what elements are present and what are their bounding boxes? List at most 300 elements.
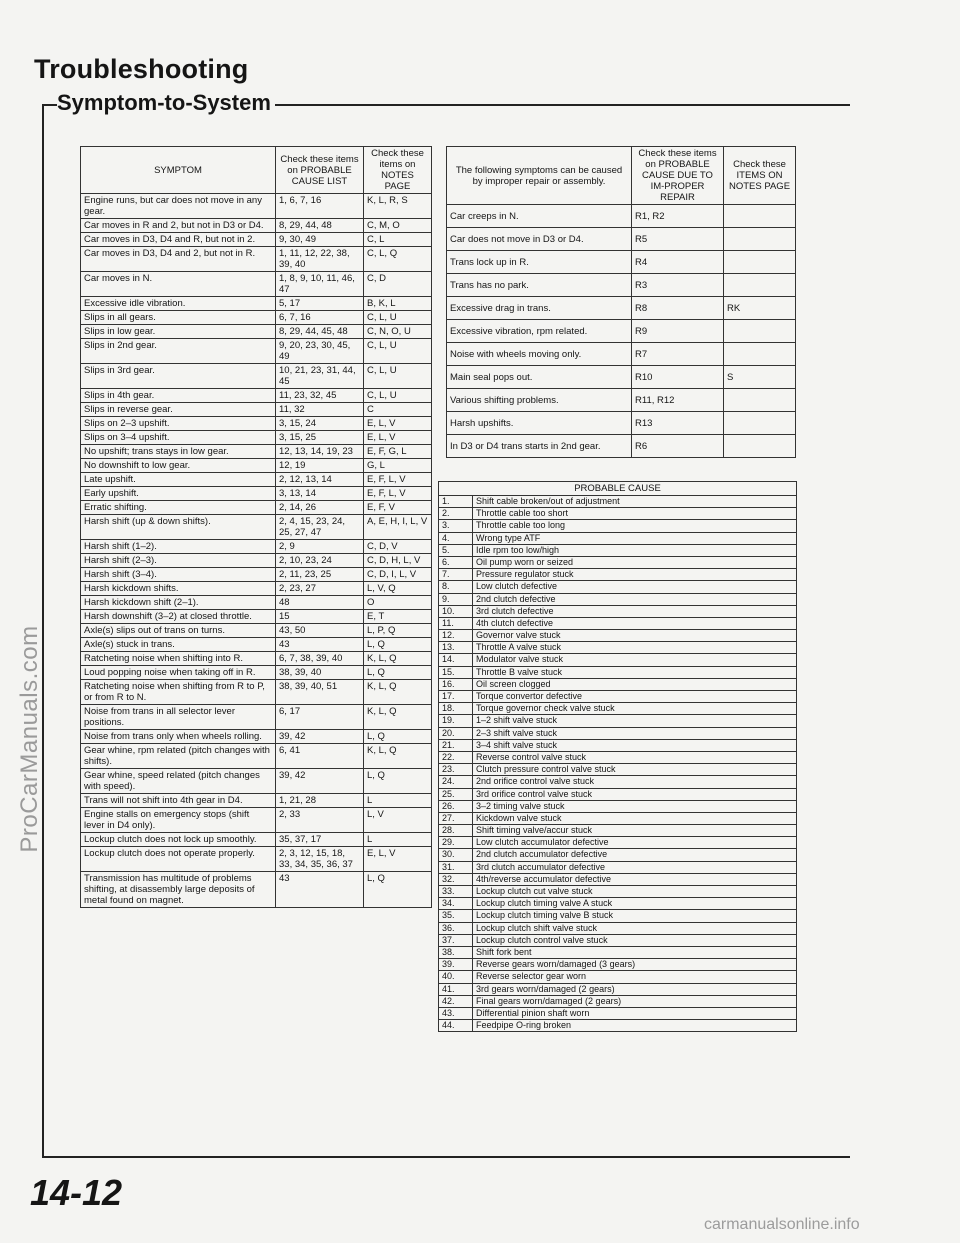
probable-cause-header: PROBABLE CAUSE	[439, 482, 797, 496]
table-row	[81, 389, 432, 403]
cause-list-cell: 3, 15, 24	[276, 417, 364, 431]
cause-list-cell: 2, 12, 13, 14	[276, 473, 364, 487]
cause-description: 3–4 shift valve stuck	[473, 739, 797, 751]
list-item	[439, 886, 797, 898]
cause-number: 32.	[439, 873, 473, 885]
list-item	[439, 910, 797, 922]
cause-number: 8.	[439, 581, 473, 593]
cause-number: 30.	[439, 849, 473, 861]
cause-number: 14.	[439, 654, 473, 666]
cause-list-cell: 2, 11, 23, 25	[276, 568, 364, 582]
repair-cause-cell: R5	[632, 228, 724, 251]
notes-cell: E, F, V	[364, 501, 432, 515]
cause-number: 44.	[439, 1020, 473, 1032]
notes-cell: O	[364, 596, 432, 610]
cause-list-cell: 2, 33	[276, 808, 364, 833]
notes-cell: L, Q	[364, 872, 432, 908]
cause-list-cell: 15	[276, 610, 364, 624]
cause-number: 27.	[439, 812, 473, 824]
list-item	[439, 739, 797, 751]
cause-description: Low clutch accumulator defective	[473, 837, 797, 849]
cause-number: 11.	[439, 617, 473, 629]
cause-description: Shift cable broken/out of adjustment	[473, 496, 797, 508]
symptom-cell: Harsh shift (3–4).	[81, 568, 276, 582]
table-row	[81, 339, 432, 364]
cause-description: Throttle B valve stuck	[473, 666, 797, 678]
symptom-cell: Gear whine, speed related (pitch changes with speed).	[81, 769, 276, 794]
notes-cell: C	[364, 403, 432, 417]
cause-list-cell: 2, 23, 27	[276, 582, 364, 596]
symptom-cell: Lockup clutch does not lock up smoothly.	[81, 833, 276, 847]
notes-cell: L, Q	[364, 769, 432, 794]
repair-cause-cell: R7	[632, 343, 724, 366]
repair-cause-cell: R3	[632, 274, 724, 297]
cause-number: 39.	[439, 959, 473, 971]
cause-description: 3rd orifice control valve stuck	[473, 788, 797, 800]
table-row	[81, 808, 432, 833]
table-row	[81, 403, 432, 417]
cause-number: 4.	[439, 532, 473, 544]
list-item	[439, 1007, 797, 1019]
notes-cell	[724, 435, 796, 458]
symptom-cell: Trans lock up in R.	[447, 251, 632, 274]
cause-description: Kickdown valve stuck	[473, 812, 797, 824]
cause-list-cell: 6, 17	[276, 705, 364, 730]
cause-description: Reverse control valve stuck	[473, 751, 797, 763]
notes-cell: E, L, V	[364, 847, 432, 872]
table-row	[81, 833, 432, 847]
notes-cell: C, L	[364, 233, 432, 247]
table-row	[81, 487, 432, 501]
cause-number: 42.	[439, 995, 473, 1007]
footer-watermark: carmanualsonline.info	[704, 1216, 860, 1233]
cause-description: 3rd clutch defective	[473, 605, 797, 617]
notes-cell: C, N, O, U	[364, 325, 432, 339]
symptom-cell: Slips in low gear.	[81, 325, 276, 339]
notes-cell: C, L, Q	[364, 247, 432, 272]
repair-cause-cell: R13	[632, 412, 724, 435]
table-row	[81, 872, 432, 908]
cause-list-cell: 2, 14, 26	[276, 501, 364, 515]
cause-description: 3–2 timing valve stuck	[473, 800, 797, 812]
table-row	[81, 610, 432, 624]
cause-number: 2.	[439, 508, 473, 520]
table-row	[81, 582, 432, 596]
cause-list-cell: 2, 10, 23, 24	[276, 554, 364, 568]
cause-description: Feedpipe O-ring broken	[473, 1020, 797, 1032]
symptom-cell: Gear whine, rpm related (pitch changes with shifts).	[81, 744, 276, 769]
table-row	[447, 320, 796, 343]
symptom-cell: Late upshift.	[81, 473, 276, 487]
table-row	[81, 769, 432, 794]
notes-cell	[724, 205, 796, 228]
list-item	[439, 849, 797, 861]
section-subtitle: Symptom-to-System	[57, 90, 275, 116]
cause-number: 24.	[439, 776, 473, 788]
notes-cell	[724, 228, 796, 251]
column-header: The following symptoms can be caused by improper repair or assembly.	[447, 147, 632, 205]
cause-list-cell: 2, 9	[276, 540, 364, 554]
list-item	[439, 727, 797, 739]
cause-number: 21.	[439, 739, 473, 751]
cause-number: 13.	[439, 642, 473, 654]
table-row	[447, 251, 796, 274]
list-item	[439, 532, 797, 544]
notes-cell: E, L, V	[364, 431, 432, 445]
cause-number: 22.	[439, 751, 473, 763]
cause-description: 2nd orifice control valve stuck	[473, 776, 797, 788]
cause-list-cell: 12, 19	[276, 459, 364, 473]
symptom-cell: Axle(s) stuck in trans.	[81, 638, 276, 652]
cause-description: 2nd clutch accumulator defective	[473, 849, 797, 861]
notes-cell: L, Q	[364, 666, 432, 680]
cause-description: 2nd clutch defective	[473, 593, 797, 605]
notes-cell: E, F, L, V	[364, 473, 432, 487]
cause-description: Final gears worn/damaged (2 gears)	[473, 995, 797, 1007]
symptom-cell: Engine stalls on emergency stops (shift lever in D4 only).	[81, 808, 276, 833]
symptom-cell: Car does not move in D3 or D4.	[447, 228, 632, 251]
list-item	[439, 508, 797, 520]
symptom-cell: Slips in 4th gear.	[81, 389, 276, 403]
notes-cell: C, D, V	[364, 540, 432, 554]
notes-cell: L, P, Q	[364, 624, 432, 638]
cause-number: 31.	[439, 861, 473, 873]
symptom-cell: Early upshift.	[81, 487, 276, 501]
cause-list-cell: 38, 39, 40, 51	[276, 680, 364, 705]
cause-number: 15.	[439, 666, 473, 678]
list-item	[439, 1020, 797, 1032]
list-item	[439, 861, 797, 873]
list-item	[439, 581, 797, 593]
list-item	[439, 666, 797, 678]
cause-number: 10.	[439, 605, 473, 617]
symptom-cell: Harsh kickdown shifts.	[81, 582, 276, 596]
cause-description: Throttle cable too long	[473, 520, 797, 532]
symptom-cell: Slips in all gears.	[81, 311, 276, 325]
notes-cell: E, L, V	[364, 417, 432, 431]
notes-cell	[724, 389, 796, 412]
symptom-cell: Trans has no park.	[447, 274, 632, 297]
cause-description: Clutch pressure control valve stuck	[473, 764, 797, 776]
table-row	[81, 744, 432, 769]
cause-number: 37.	[439, 934, 473, 946]
notes-cell: C, L, U	[364, 311, 432, 325]
cause-list-cell: 39, 42	[276, 730, 364, 744]
symptom-cell: Slips in 2nd gear.	[81, 339, 276, 364]
cause-list-cell: 1, 8, 9, 10, 11, 46, 47	[276, 272, 364, 297]
cause-description: Shift timing valve/accur stuck	[473, 825, 797, 837]
notes-cell: L	[364, 794, 432, 808]
cause-list-cell: 3, 15, 25	[276, 431, 364, 445]
cause-description: Lockup clutch shift valve stuck	[473, 922, 797, 934]
symptom-cell: Harsh upshifts.	[447, 412, 632, 435]
table-row	[81, 219, 432, 233]
notes-cell: C, L, U	[364, 339, 432, 364]
list-item	[439, 812, 797, 824]
repair-cause-cell: R8	[632, 297, 724, 320]
cause-description: 3rd gears worn/damaged (2 gears)	[473, 983, 797, 995]
improper-repair-table-header	[447, 147, 796, 205]
cause-description: Lockup clutch control valve stuck	[473, 934, 797, 946]
cause-description: Torque governor check valve stuck	[473, 703, 797, 715]
table-row	[447, 297, 796, 320]
repair-cause-cell: R9	[632, 320, 724, 343]
repair-cause-cell: R11, R12	[632, 389, 724, 412]
symptom-cell: Erratic shifting.	[81, 501, 276, 515]
repair-cause-cell: R1, R2	[632, 205, 724, 228]
cause-list-cell: 6, 41	[276, 744, 364, 769]
cause-description: Lockup clutch cut valve stuck	[473, 886, 797, 898]
table-row	[81, 194, 432, 219]
cause-description: Throttle cable too short	[473, 508, 797, 520]
symptom-cell: No downshift to low gear.	[81, 459, 276, 473]
symptom-cell: Various shifting problems.	[447, 389, 632, 412]
cause-list-cell: 2, 3, 12, 15, 18, 33, 34, 35, 36, 37	[276, 847, 364, 872]
list-item	[439, 995, 797, 1007]
notes-cell: K, L, Q	[364, 652, 432, 666]
cause-list-cell: 43	[276, 638, 364, 652]
symptom-cell: Noise with wheels moving only.	[447, 343, 632, 366]
symptom-cell: Slips on 2–3 upshift.	[81, 417, 276, 431]
list-item	[439, 703, 797, 715]
cause-list-cell: 38, 39, 40	[276, 666, 364, 680]
notes-cell: E, F, G, L	[364, 445, 432, 459]
side-watermark: ProCarManuals.com	[16, 625, 43, 853]
notes-cell: L	[364, 833, 432, 847]
symptom-cell: Slips in 3rd gear.	[81, 364, 276, 389]
table-row	[81, 705, 432, 730]
notes-cell: C, L, U	[364, 364, 432, 389]
cause-description: Low clutch defective	[473, 581, 797, 593]
cause-description: 1–2 shift valve stuck	[473, 715, 797, 727]
cause-list-cell: 6, 7, 38, 39, 40	[276, 652, 364, 666]
notes-cell	[724, 343, 796, 366]
cause-description: Lockup clutch timing valve A stuck	[473, 898, 797, 910]
table-row	[81, 272, 432, 297]
cause-list-cell: 3, 13, 14	[276, 487, 364, 501]
notes-cell	[724, 251, 796, 274]
list-item	[439, 642, 797, 654]
table-row	[81, 473, 432, 487]
notes-cell: C, D, I, L, V	[364, 568, 432, 582]
notes-cell	[724, 412, 796, 435]
table-row	[81, 624, 432, 638]
symptom-cell: Main seal pops out.	[447, 366, 632, 389]
cause-list-cell: 35, 37, 17	[276, 833, 364, 847]
column-header: Check these items on PROBABLE CAUSE LIST	[276, 147, 364, 194]
table-row	[447, 228, 796, 251]
symptom-cell: Harsh shift (up & down shifts).	[81, 515, 276, 540]
cause-description: Oil pump worn or seized	[473, 556, 797, 568]
cause-description: Idle rpm too low/high	[473, 544, 797, 556]
table-row	[81, 568, 432, 582]
table-row	[447, 343, 796, 366]
cause-number: 25.	[439, 788, 473, 800]
symptom-cell: Axle(s) slips out of trans on turns.	[81, 624, 276, 638]
list-item	[439, 630, 797, 642]
table-row	[81, 445, 432, 459]
table-row	[81, 417, 432, 431]
table-row	[81, 297, 432, 311]
list-item	[439, 678, 797, 690]
list-item	[439, 556, 797, 568]
cause-number: 34.	[439, 898, 473, 910]
symptom-cell: Car creeps in N.	[447, 205, 632, 228]
table-row	[447, 205, 796, 228]
cause-list-cell: 9, 30, 49	[276, 233, 364, 247]
list-item	[439, 971, 797, 983]
symptom-cell: Excessive vibration, rpm related.	[447, 320, 632, 343]
cause-number: 3.	[439, 520, 473, 532]
cause-list-cell: 6, 7, 16	[276, 311, 364, 325]
cause-list-cell: 43, 50	[276, 624, 364, 638]
notes-cell: C, D, H, L, V	[364, 554, 432, 568]
probable-cause-table	[438, 481, 797, 1032]
column-header: Check these items on NOTES PAGE	[364, 147, 432, 194]
list-item	[439, 934, 797, 946]
column-header: SYMPTOM	[81, 147, 276, 194]
notes-cell: E, T	[364, 610, 432, 624]
table-row	[81, 459, 432, 473]
table-row	[81, 247, 432, 272]
cause-number: 26.	[439, 800, 473, 812]
repair-cause-cell: R6	[632, 435, 724, 458]
cause-list-cell: 48	[276, 596, 364, 610]
symptom-cell: Noise from trans in all selector lever positions.	[81, 705, 276, 730]
cause-number: 5.	[439, 544, 473, 556]
cause-number: 33.	[439, 886, 473, 898]
cause-list-cell: 39, 42	[276, 769, 364, 794]
cause-description: Reverse selector gear worn	[473, 971, 797, 983]
symptom-cell: Slips on 3–4 upshift.	[81, 431, 276, 445]
list-item	[439, 825, 797, 837]
list-item	[439, 959, 797, 971]
symptom-cell: Ratcheting noise when shifting into R.	[81, 652, 276, 666]
cause-list-cell: 1, 21, 28	[276, 794, 364, 808]
section-rule-bottom	[42, 1156, 850, 1158]
list-item	[439, 715, 797, 727]
table-row	[81, 311, 432, 325]
cause-number: 6.	[439, 556, 473, 568]
notes-cell: K, L, Q	[364, 705, 432, 730]
list-item	[439, 922, 797, 934]
notes-cell: K, L, Q	[364, 680, 432, 705]
notes-cell: A, E, H, I, L, V	[364, 515, 432, 540]
table-row	[81, 540, 432, 554]
cause-list-cell: 11, 32	[276, 403, 364, 417]
notes-cell: B, K, L	[364, 297, 432, 311]
column-header: Check these ITEMS ON NOTES PAGE	[724, 147, 796, 205]
notes-cell: E, F, L, V	[364, 487, 432, 501]
list-item	[439, 898, 797, 910]
notes-cell: G, L	[364, 459, 432, 473]
list-item	[439, 751, 797, 763]
repair-cause-cell: R10	[632, 366, 724, 389]
table-row	[81, 847, 432, 872]
table-row	[81, 233, 432, 247]
page-title: Troubleshooting	[34, 54, 249, 84]
cause-list-cell: 11, 23, 32, 45	[276, 389, 364, 403]
cause-description: 4th/reverse accumulator defective	[473, 873, 797, 885]
notes-cell: L, Q	[364, 638, 432, 652]
table-row	[447, 412, 796, 435]
list-item	[439, 983, 797, 995]
list-item	[439, 605, 797, 617]
cause-description: Wrong type ATF	[473, 532, 797, 544]
cause-description: Oil screen clogged	[473, 678, 797, 690]
list-item	[439, 800, 797, 812]
notes-cell: RK	[724, 297, 796, 320]
list-item	[439, 788, 797, 800]
table-row	[81, 325, 432, 339]
notes-cell: C, L, U	[364, 389, 432, 403]
list-item	[439, 691, 797, 703]
cause-description: Differential pinion shaft worn	[473, 1007, 797, 1019]
table-row	[81, 431, 432, 445]
cause-number: 36.	[439, 922, 473, 934]
cause-list-cell: 10, 21, 23, 31, 44, 45	[276, 364, 364, 389]
symptom-cell: Slips in reverse gear.	[81, 403, 276, 417]
list-item	[439, 520, 797, 532]
cause-number: 40.	[439, 971, 473, 983]
cause-number: 19.	[439, 715, 473, 727]
table-row	[81, 364, 432, 389]
column-header: Check these items on PROBABLE CAUSE DUE TO IM-PROPER REPAIR	[632, 147, 724, 205]
table-row	[81, 596, 432, 610]
symptom-cell: No upshift; trans stays in low gear.	[81, 445, 276, 459]
table-row	[81, 794, 432, 808]
symptom-cell: Excessive idle vibration.	[81, 297, 276, 311]
table-row	[447, 274, 796, 297]
cause-number: 17.	[439, 691, 473, 703]
notes-cell	[724, 274, 796, 297]
cause-description: Torque convertor defective	[473, 691, 797, 703]
cause-list-cell: 9, 20, 23, 30, 45, 49	[276, 339, 364, 364]
cause-number: 9.	[439, 593, 473, 605]
list-item	[439, 544, 797, 556]
symptom-cell: In D3 or D4 trans starts in 2nd gear.	[447, 435, 632, 458]
cause-description: 4th clutch defective	[473, 617, 797, 629]
list-item	[439, 764, 797, 776]
table-row	[81, 554, 432, 568]
cause-description: Throttle A valve stuck	[473, 642, 797, 654]
cause-list-cell: 43	[276, 872, 364, 908]
cause-number: 43.	[439, 1007, 473, 1019]
symptom-cell: Harsh kickdown shift (2–1).	[81, 596, 276, 610]
symptom-table	[80, 146, 432, 908]
symptom-table-header	[81, 147, 432, 194]
list-item	[439, 873, 797, 885]
table-row	[447, 389, 796, 412]
table-row	[81, 515, 432, 540]
table-row	[81, 501, 432, 515]
cause-number: 7.	[439, 569, 473, 581]
notes-cell: K, L, R, S	[364, 194, 432, 219]
table-row	[81, 638, 432, 652]
cause-number: 29.	[439, 837, 473, 849]
notes-cell: L, V	[364, 808, 432, 833]
cause-list-cell: 8, 29, 44, 48	[276, 219, 364, 233]
notes-cell	[724, 320, 796, 343]
cause-description: Reverse gears worn/damaged (3 gears)	[473, 959, 797, 971]
cause-list-cell: 5, 17	[276, 297, 364, 311]
cause-number: 35.	[439, 910, 473, 922]
symptom-cell: Car moves in N.	[81, 272, 276, 297]
cause-description: Modulator valve stuck	[473, 654, 797, 666]
symptom-cell: Excessive drag in trans.	[447, 297, 632, 320]
cause-number: 38.	[439, 946, 473, 958]
symptom-cell: Noise from trans only when wheels rolling.	[81, 730, 276, 744]
